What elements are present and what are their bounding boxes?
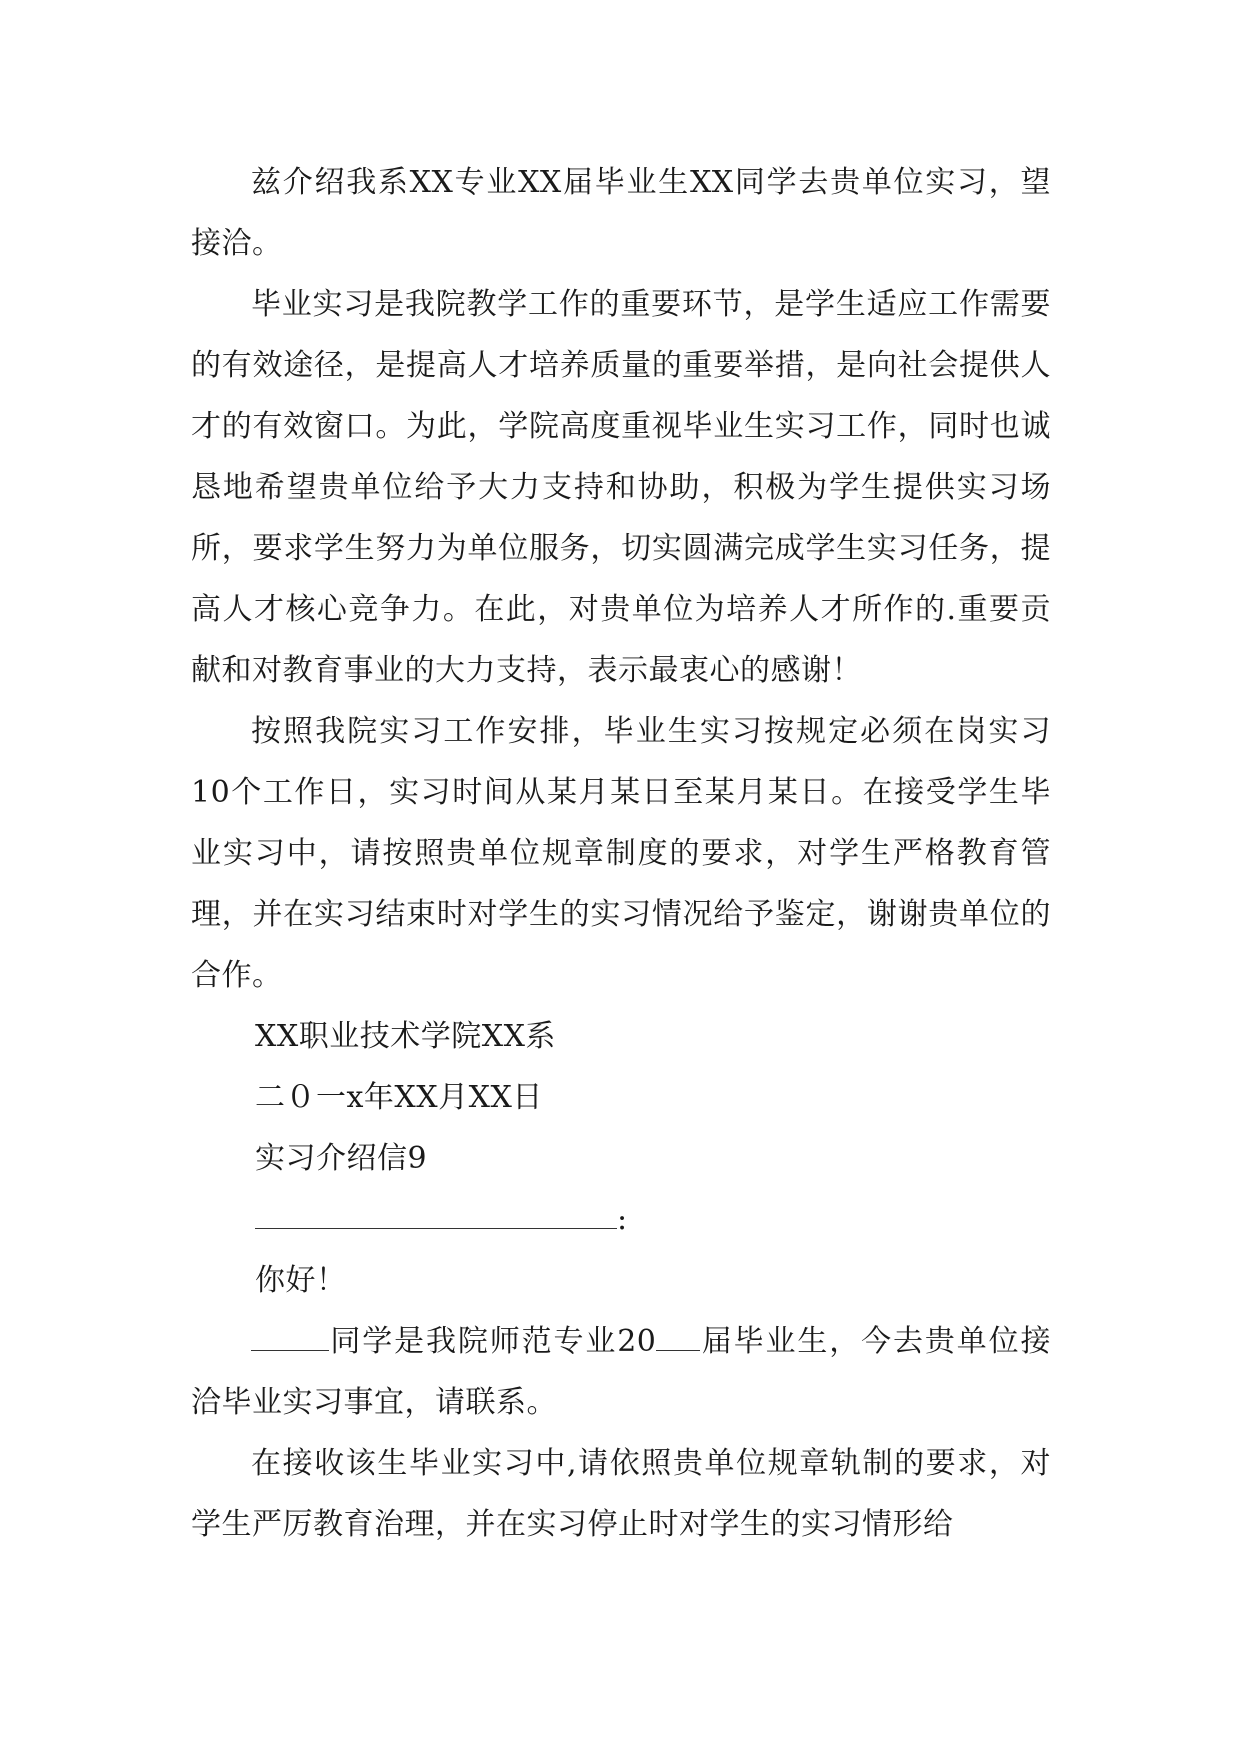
date: 二０一x年XX月XX日	[255, 1080, 543, 1115]
greeting: 你好！	[255, 1263, 347, 1298]
paragraph-evaluation-request: 在接收该生毕业实习中,请依照贵单位规章轨制的要求，对学生严厉教育治理，并在实习停止时对学生的实习情形给	[191, 1446, 1051, 1542]
recipient-colon: :	[617, 1202, 628, 1237]
document-page	[191, 152, 1051, 1555]
paragraph-internship-arrangement: 按照我院实习工作安排，毕业生实习按规定必须在岗实习10个工作日，实习时间从某月某日至某月某日。在接受学生毕业实习中，请按照贵单位规章制度的要求，对学生严格教育管理，并在实习结束时对学生的实习情况给予鉴定，谢谢贵单位的合作。	[191, 714, 1051, 993]
signature: XX职业技术学院XX系	[255, 1019, 556, 1054]
student-name-blank	[251, 1316, 329, 1351]
recipient-line	[191, 1189, 1051, 1250]
paragraph-introduction: 兹介绍我系XX专业XX届毕业生XX同学去贵单位实习，望接洽。	[191, 165, 1051, 261]
student-intro-text: 同学是我院师范专业20	[329, 1324, 657, 1359]
letter-title: 实习介绍信9	[255, 1141, 428, 1176]
year-blank	[656, 1316, 700, 1351]
recipient-blank	[255, 1190, 617, 1229]
paragraph-internship-importance: 毕业实习是我院教学工作的重要环节，是学生适应工作需要的有效途径，是提高人才培养质量的重要举措，是向社会提供人才的有效窗口。为此，学院高度重视毕业生实习工作，同时也诚恳地希望贵单位给予大力支持和协助，积极为学生提供实习场所，要求学生努力为单位服务，切实圆满完成学生实习任务，提高人才核心竞争力。在此，对贵单位为培养人才所作的.重要贡献和对教育事业的大力支持，表示最衷心的感谢！	[191, 287, 1051, 688]
student-intro-text-cont: 届毕业生，今去贵单位接洽毕业实习事宜，请联系。	[191, 1324, 1051, 1420]
paragraph-student-introduction	[191, 1311, 1051, 1433]
